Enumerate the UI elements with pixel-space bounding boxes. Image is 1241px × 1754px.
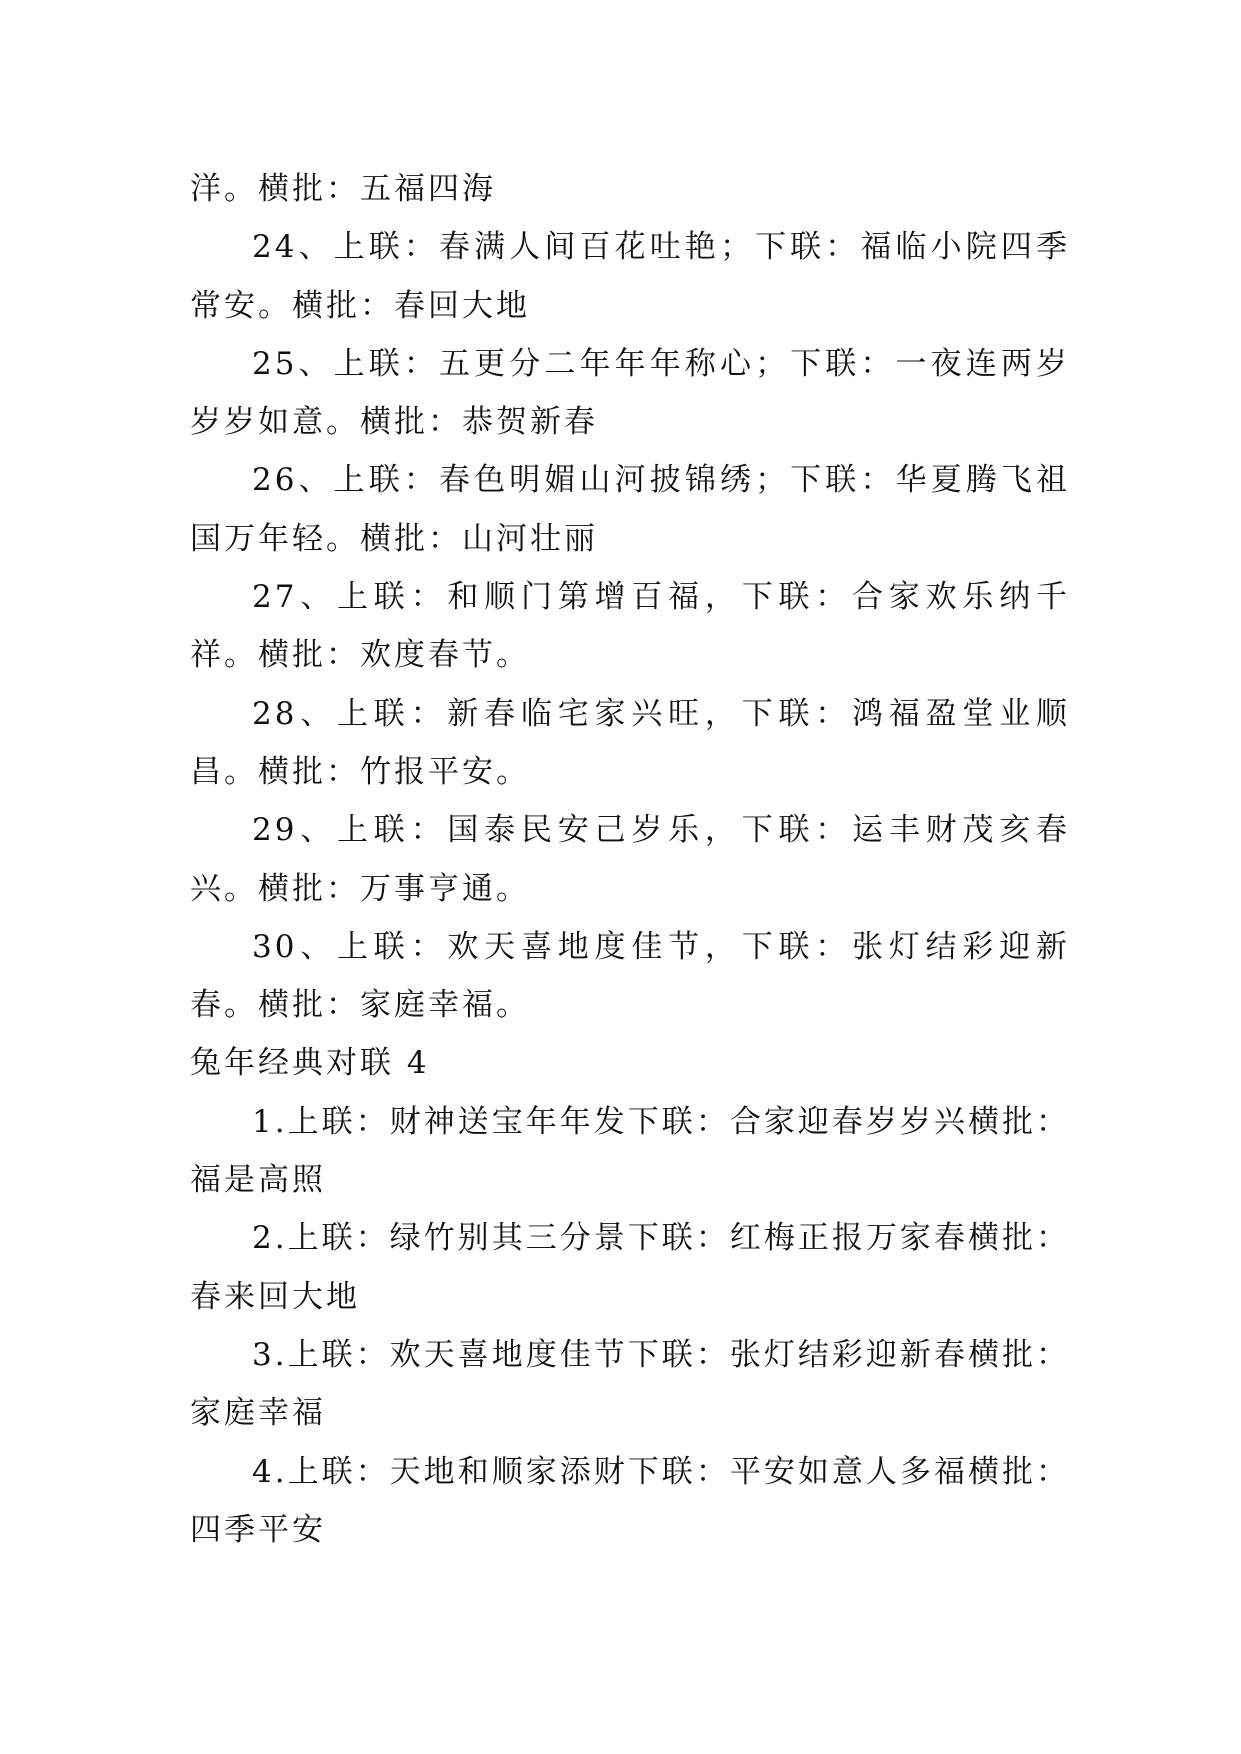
couplet-28: 28、上联：新春临宅家兴旺，下联：鸿福盈堂业顺昌。横批：竹报平安。: [190, 695, 1070, 790]
section-couplet-2: 2.上联：绿竹别其三分景下联：红梅正报万家春横批：春来回大地: [190, 1220, 1070, 1315]
couplet-27: 27、上联：和顺门第增百福，下联：合家欢乐纳千祥。横批：欢度春节。: [190, 579, 1070, 674]
couplet-29: 29、上联：国泰民安己岁乐，下联：运丰财茂亥春兴。横批：万事亨通。: [190, 812, 1070, 907]
couplet-24: 24、上联：春满人间百花吐艳；下联：福临小院四季常安。横批：春回大地: [190, 229, 1070, 324]
couplet-30: 30、上联：欢天喜地度佳节，下联：张灯结彩迎新春。横批：家庭幸福。: [190, 928, 1070, 1024]
section-couplet-1: 1.上联：财神送宝年年发下联：合家迎春岁岁兴横批：福是高照: [190, 1103, 1070, 1199]
section-couplet-3: 3.上联：欢天喜地度佳节下联：张灯结彩迎新春横批：家庭幸福: [190, 1336, 1070, 1432]
section-couplet-4: 4.上联：天地和顺家添财下联：平安如意人多福横批：四季平安: [190, 1453, 1070, 1548]
couplet-26: 26、上联：春色明媚山河披锦绣；下联：华夏腾飞祖国万年轻。横批：山河壮丽: [190, 462, 1070, 557]
section-heading: 兔年经典对联 4: [190, 1045, 430, 1082]
couplet-25: 25、上联：五更分二年年年称心；下联：一夜连两岁岁岁如意。横批：恭贺新春: [190, 345, 1070, 441]
paragraph-continuation: 洋。横批：五福四海: [190, 171, 496, 207]
document-body: [190, 160, 1070, 1559]
